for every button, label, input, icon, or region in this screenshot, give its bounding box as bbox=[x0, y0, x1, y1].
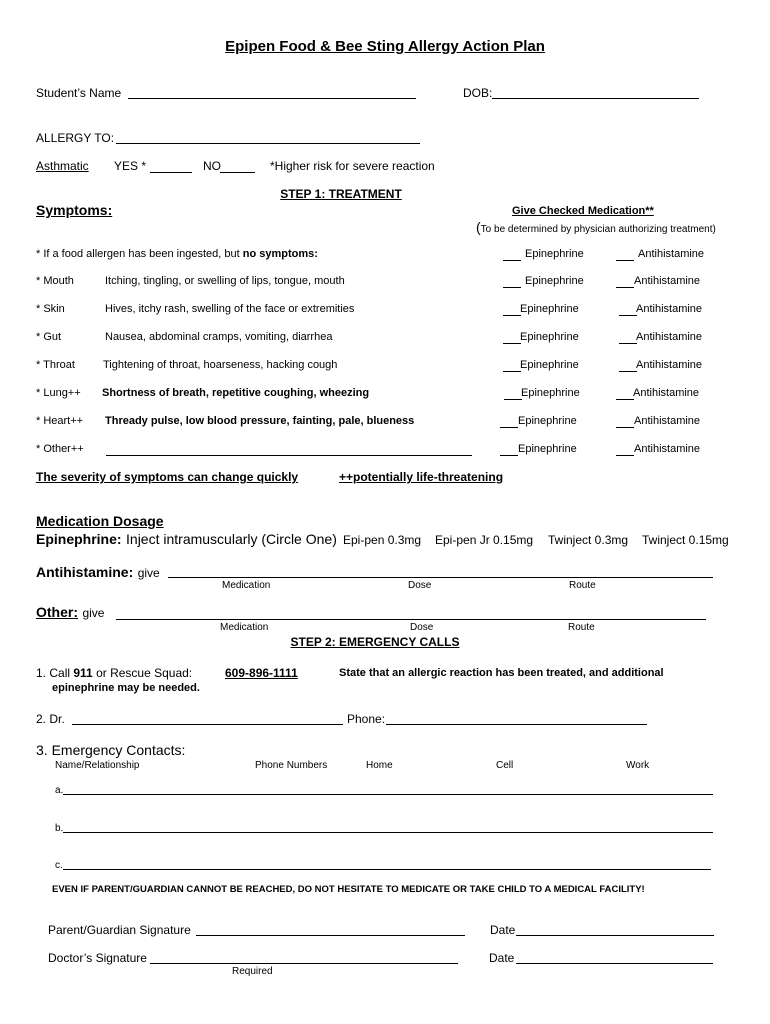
symptom-label-gut: * Gut bbox=[36, 331, 62, 343]
epinephrine-dosage-text: Inject intramuscularly (Circle One) bbox=[126, 531, 337, 547]
mouth-anti-label: Antihistamine bbox=[634, 275, 701, 287]
state-text-2: epinephrine may be needed. bbox=[52, 682, 200, 694]
lung-label-text: * Lung++ bbox=[36, 387, 81, 399]
skin-epi-checkbox[interactable] bbox=[503, 315, 521, 316]
col-work: Work bbox=[626, 760, 650, 771]
asthma-no-field[interactable] bbox=[220, 172, 255, 173]
other-anti-label: Antihistamine bbox=[634, 443, 701, 455]
step1-heading: STEP 1: TREATMENT bbox=[280, 187, 402, 201]
other-dosage-field[interactable] bbox=[116, 619, 706, 620]
antihistamine-sub-medication: Medication bbox=[222, 580, 271, 591]
no-symptoms-anti-checkbox[interactable] bbox=[616, 260, 634, 261]
parent-date-field[interactable] bbox=[516, 935, 714, 936]
doctor-phone-field[interactable] bbox=[386, 724, 647, 725]
symptom-label-mouth: * Mouth bbox=[36, 275, 74, 287]
doctor-date-field[interactable] bbox=[516, 963, 713, 964]
contact-row-c-label: c. bbox=[55, 860, 63, 871]
gut-anti-label: Antihistamine bbox=[636, 331, 703, 343]
epi-option-3[interactable]: Twinject 0.3mg bbox=[548, 533, 629, 547]
symptom-desc-skin: Hives, itchy rash, swelling of the face or extremities bbox=[105, 303, 355, 315]
col-cell: Cell bbox=[496, 760, 514, 771]
call-911: 911 bbox=[73, 666, 93, 680]
heart-epi-checkbox[interactable] bbox=[500, 427, 518, 428]
contact-row-c-field[interactable] bbox=[63, 869, 711, 870]
other-epi-label: Epinephrine bbox=[518, 443, 577, 455]
doctor-field[interactable] bbox=[72, 724, 343, 725]
antihistamine-line bbox=[36, 564, 160, 582]
col-home: Home bbox=[366, 760, 393, 771]
skin-epi-label: Epinephrine bbox=[520, 303, 579, 315]
throat-anti-label: Antihistamine bbox=[636, 359, 703, 371]
dosage-heading: Medication Dosage bbox=[36, 513, 164, 529]
symptom-desc-lung: Shortness of breath, repetitive coughing, wheezing bbox=[102, 387, 370, 399]
doctor-signature-field[interactable] bbox=[150, 963, 458, 964]
skin-anti-label: Antihistamine bbox=[636, 303, 703, 315]
contact-row-a-field[interactable] bbox=[63, 794, 713, 795]
rescue-phone: 609-896-1111 bbox=[225, 666, 298, 680]
symptom-label-lung bbox=[36, 387, 81, 399]
call-number: 1. bbox=[36, 666, 47, 680]
asthma-no-label: NO bbox=[203, 159, 221, 173]
student-name-field[interactable] bbox=[128, 98, 416, 99]
asthma-yes-field[interactable] bbox=[150, 172, 192, 173]
mouth-epi-label: Epinephrine bbox=[525, 275, 584, 287]
student-name-label: Student’s Name bbox=[36, 86, 122, 100]
asthma-yes-label: YES * bbox=[114, 159, 147, 173]
symptom-desc-heart: Thready pulse, low blood pressure, fainting, pale, blueness bbox=[105, 415, 415, 427]
state-text: State that an allergic reaction has been treated, and additional bbox=[339, 667, 664, 679]
parent-date-label: Date bbox=[490, 923, 516, 937]
symptom-label-heart: * Heart++ bbox=[36, 415, 84, 427]
asthmatic-label: Asthmatic bbox=[36, 159, 89, 173]
give-note bbox=[476, 219, 716, 237]
life-threat-note: ++potentially life-threatening bbox=[339, 470, 504, 484]
no-symptoms-epi-label: Epinephrine bbox=[525, 248, 584, 260]
parent-signature-field[interactable] bbox=[196, 935, 465, 936]
give-checked-heading: Give Checked Medication** bbox=[512, 205, 654, 217]
no-symptoms-anti-label: Antihistamine bbox=[638, 248, 705, 260]
no-symptoms-text bbox=[36, 248, 318, 260]
epi-option-1[interactable]: Epi-pen 0.3mg bbox=[343, 533, 422, 547]
epinephrine-dosage-line bbox=[36, 531, 337, 549]
symptom-label-skin: * Skin bbox=[36, 303, 65, 315]
other-anti-checkbox[interactable] bbox=[616, 455, 634, 456]
contact-row-a-label: a. bbox=[55, 785, 64, 796]
symptom-label-throat: * Throat bbox=[36, 359, 75, 371]
antihistamine-give: give bbox=[137, 566, 160, 580]
lung-epi-label: Epinephrine bbox=[521, 387, 580, 399]
parent-signature-label: Parent/Guardian Signature bbox=[48, 923, 191, 937]
other-epi-checkbox[interactable] bbox=[500, 455, 518, 456]
mouth-anti-checkbox[interactable] bbox=[616, 287, 634, 288]
doctor-signature-label: Doctor’s Signature bbox=[48, 951, 147, 965]
contact-row-b-label: b. bbox=[55, 823, 64, 834]
emergency-contacts-label: 3. Emergency Contacts: bbox=[36, 742, 186, 758]
col-name: Name/Relationship bbox=[55, 760, 140, 771]
no-symptoms-pre: * If a food allergen has been ingested, but bbox=[36, 248, 243, 260]
other-dosage-line bbox=[36, 604, 104, 622]
severity-note: The severity of symptoms can change quickly bbox=[36, 470, 299, 484]
give-note-text: To be determined by physician authorizing treatment) bbox=[480, 224, 716, 235]
warning-text: EVEN IF PARENT/GUARDIAN CANNOT BE REACHED, DO NOT HESITATE TO MEDICATE OR TAKE CHILD TO A MEDICAL FACILITY! bbox=[52, 884, 645, 895]
throat-epi-checkbox[interactable] bbox=[503, 371, 521, 372]
call-911-line bbox=[36, 666, 192, 680]
no-symptoms-bold: no symptoms: bbox=[242, 248, 318, 260]
give-note-paren: ( bbox=[476, 219, 481, 235]
gut-epi-label: Epinephrine bbox=[520, 331, 579, 343]
page-title: Epipen Food & Bee Sting Allergy Action Plan bbox=[225, 38, 545, 55]
antihistamine-label: Antihistamine: bbox=[36, 564, 134, 580]
gut-anti-checkbox[interactable] bbox=[619, 343, 637, 344]
dob-label: DOB: bbox=[463, 86, 493, 100]
required-note: Required bbox=[232, 966, 273, 977]
lung-anti-checkbox[interactable] bbox=[616, 399, 634, 400]
allergy-field[interactable] bbox=[116, 143, 420, 144]
antihistamine-sub-dose: Dose bbox=[408, 580, 432, 591]
doctor-date-label: Date bbox=[489, 951, 515, 965]
symptom-label-other: * Other++ bbox=[36, 443, 84, 455]
other-sub-route: Route bbox=[568, 622, 595, 633]
call-post: or Rescue Squad: bbox=[92, 666, 193, 680]
epi-option-2[interactable]: Epi-pen Jr 0.15mg bbox=[435, 533, 534, 547]
symptoms-heading: Symptoms: bbox=[36, 202, 113, 218]
other-dosage-give: give bbox=[82, 606, 105, 620]
step2-heading: STEP 2: EMERGENCY CALLS bbox=[290, 635, 460, 649]
no-symptoms-epi-checkbox[interactable] bbox=[503, 260, 521, 261]
gut-epi-checkbox[interactable] bbox=[503, 343, 521, 344]
other-symptom-field[interactable] bbox=[106, 455, 472, 456]
symptom-desc-mouth: Itching, tingling, or swelling of lips, tongue, mouth bbox=[105, 275, 345, 287]
asthma-note: *Higher risk for severe reaction bbox=[270, 159, 435, 173]
lung-epi-checkbox[interactable] bbox=[504, 399, 522, 400]
heart-anti-checkbox[interactable] bbox=[616, 427, 634, 428]
other-dosage-label: Other: bbox=[36, 604, 78, 620]
doctor-phone-label: Phone: bbox=[347, 712, 386, 726]
dob-field[interactable] bbox=[492, 98, 699, 99]
mouth-epi-checkbox[interactable] bbox=[503, 287, 521, 288]
heart-epi-label: Epinephrine bbox=[518, 415, 577, 427]
throat-anti-checkbox[interactable] bbox=[619, 371, 637, 372]
antihistamine-field[interactable] bbox=[168, 577, 713, 578]
other-sub-dose: Dose bbox=[410, 622, 434, 633]
call-pre: Call bbox=[49, 666, 74, 680]
doctor-label: 2. Dr. bbox=[36, 712, 65, 726]
symptom-desc-gut: Nausea, abdominal cramps, vomiting, diarrhea bbox=[105, 331, 333, 343]
lung-anti-label: Antihistamine bbox=[633, 387, 700, 399]
skin-anti-checkbox[interactable] bbox=[619, 315, 637, 316]
throat-epi-label: Epinephrine bbox=[520, 359, 579, 371]
antihistamine-sub-route: Route bbox=[569, 580, 596, 591]
heart-anti-label: Antihistamine bbox=[634, 415, 701, 427]
epinephrine-dosage-label: Epinephrine: bbox=[36, 531, 122, 547]
allergy-label: ALLERGY TO: bbox=[36, 131, 115, 145]
symptom-desc-throat: Tightening of throat, hoarseness, hacking cough bbox=[103, 359, 338, 371]
epi-option-4[interactable]: Twinject 0.15mg bbox=[642, 533, 729, 547]
col-phone: Phone Numbers bbox=[255, 760, 328, 771]
other-sub-medication: Medication bbox=[220, 622, 269, 633]
contact-row-b-field[interactable] bbox=[63, 832, 713, 833]
